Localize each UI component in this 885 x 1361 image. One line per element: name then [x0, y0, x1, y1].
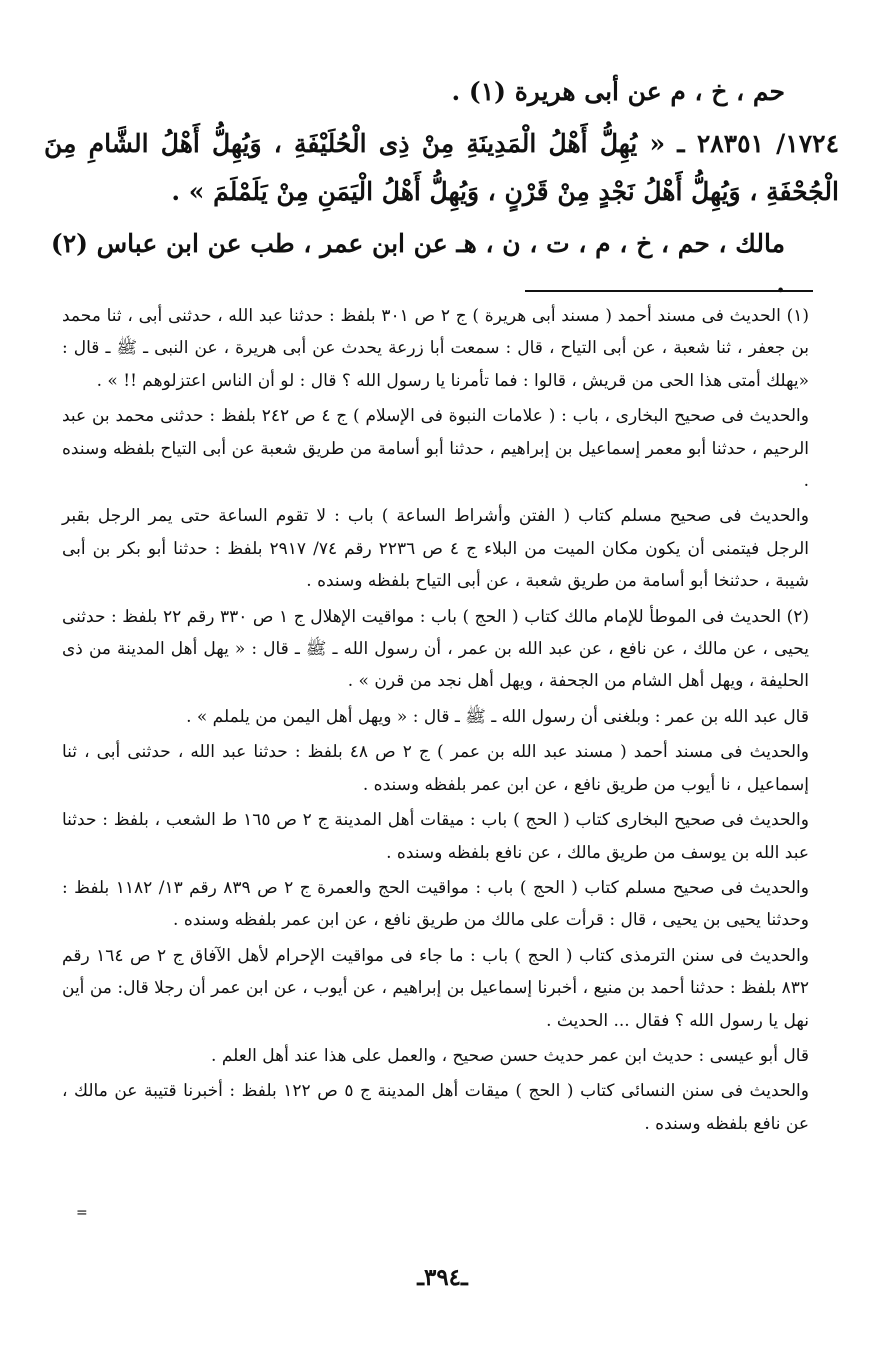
footnote-paragraph: والحديث فى سنن النسائى كتاب ( الحج ) ميقات أهل المدينة ج ٥ ص ١٢٢ بلفظ : أخبرنا قتيبة عن مالك ، عن نافع بلفظه وسنده . [62, 1081, 809, 1134]
footnote-paragraph: والحديث فى صحيح البخارى كتاب ( الحج ) باب : ميقات أهل المدينة ج ٢ ص ١٦٥ ط الشعب ، بلفظ : حدثنا عبد الله بن يوسف من طريق مالك ، عن نافع بلفظه وسنده . [62, 810, 809, 863]
footnote-divider [525, 290, 813, 292]
footnote-paragraph: (٢) الحديث فى الموطأ للإمام مالك كتاب ( الحج ) باب : مواقيت الإهلال ج ١ ص ٣٣٠ رقم ٢٢ بلفظ : حدثنى يحيى ، عن مالك ، عن نافع ، عن عبد الله بن عمر ، أن رسول الله ـ ﷺ ـ قال : « يهل أهل المدينة من ذى الحليفة ، ويهل أهل الشام من الجحفة ، ويهل أهل نجد من قرن » . [62, 606, 810, 692]
source-line-2: مالك ، حم ، خ ، م ، ت ، ن ، هـ عن ابن عمر ، طب عن ابن عباس (٢) . [50, 229, 785, 298]
page-number: ـ٣٩٤ـ [417, 1264, 468, 1291]
footnote-paragraph: والحديث فى صحيح مسلم كتاب ( الحج ) باب : مواقيت الحج والعمرة ج ٢ ص ٨٣٩ رقم ١٣/ ١١٨٢ بلفظ : وحدثنا يحيى بن يحيى ، قال : قرأت على مالك من طريق نافع ، عن ابن عمر بلفظه وسنده . [62, 877, 809, 931]
source-line-1: حم ، خ ، م عن أبى هريرة (١) . [451, 77, 785, 106]
continuation-mark: = [76, 1205, 88, 1221]
footnote-paragraph: والحديث فى مسند أحمد ( مسند عبد الله بن عمر ) ج ٢ ص ٤٨ بلفظ : حدثنا عبد الله ، حدثنى أبى ، ثنا إسماعيل ، نا أيوب من طريق نافع ، عن ابن عمر بلفظه وسنده . [62, 742, 809, 795]
footnote-paragraph: قال عبد الله بن عمر : وبلغنى أن رسول الله ـ ﷺ ـ قال : « ويهل أهل اليمن من يلملم » . [186, 706, 809, 727]
footnotes [62, 300, 809, 1143]
footnote-paragraph: قال أبو عيسى : حديث ابن عمر حديث حسن صحيح ، والعمل على هذا عند أهل العلم . [211, 1045, 809, 1066]
footnote-paragraph: والحديث فى سنن الترمذى كتاب ( الحج ) باب : ما جاء فى مواقيت الإحرام لأهل الآفاق ج ٢ ص ١٦٤ رقم ٨٣٢ بلفظ : حدثنا أحمد بن منيع ، أخبرنا إسماعيل بن إبراهيم ، عن أيوب ، عن ابن عمر أن رجلا قال: من أين نهل يا رسول الله ؟ فقال ... الحديث . [62, 945, 809, 1031]
hadith-text: ١٧٢٤/ ٢٨٣٥١ ـ « يُهِلُّ أَهْلُ الْمَدِينَةِ مِنْ ذِى الْحُلَيْفَةِ ، وَيُهِلُّ أَهْلُ الشَّامِ مِنَ الْجُحْفَةِ ، وَيُهِلُّ أَهْلُ نَجْدٍ مِنْ قَرْنٍ ، وَيُهِلُّ أَهْلُ الْيَمَنِ مِنْ يَلَمْلَمَ » . [44, 129, 840, 206]
footnote-paragraph: والحديث فى صحيح البخارى ، باب : ( علامات النبوة فى الإسلام ) ج ٤ ص ٢٤٢ بلفظ : حدثنى محمد بن عبد الرحيم ، حدثنا أبو معمر إسماعيل بن إبراهيم ، حدثنا أبو أسامة من طريق شعبة عن أبى التياح بلفظه وسنده . [62, 406, 809, 492]
footnote-paragraph: (١) الحديث فى مسند أحمد ( مسند أبى هريرة ) ج ٢ ص ٣٠١ بلفظ : حدثنا عبد الله ، حدثنى أبى ، ثنا محمد بن جعفر ، ثنا شعبة ، عن أبى التياح ، قال : سمعت أبا زرعة يحدث عن أبى هريرة ، عن النبى ـ ﷺ ـ قال : «يهلك أمتى هذا الحى من قريش ، قالوا : فما تأمرنا يا رسول الله ؟ قال : لو أن الناس اعتزلوهم !! » . [62, 306, 810, 391]
footnote-paragraph: والحديث فى صحيح مسلم كتاب ( الفتن وأشراط الساعة ) باب : لا تقوم الساعة حتى يمر الرجل بقبر الرجل فيتمنى أن يكون مكان الميت من البلاء ج ٤ ص ٢٢٣٦ رقم ٧٤/ ٢٩١٧ بلفظ : حدثنا أبو بكر بن أبى شيبة ، حدثنخا أبو أسامة من طريق شعبة ، عن أبى التياح بلفظه وسنده . [62, 506, 809, 592]
